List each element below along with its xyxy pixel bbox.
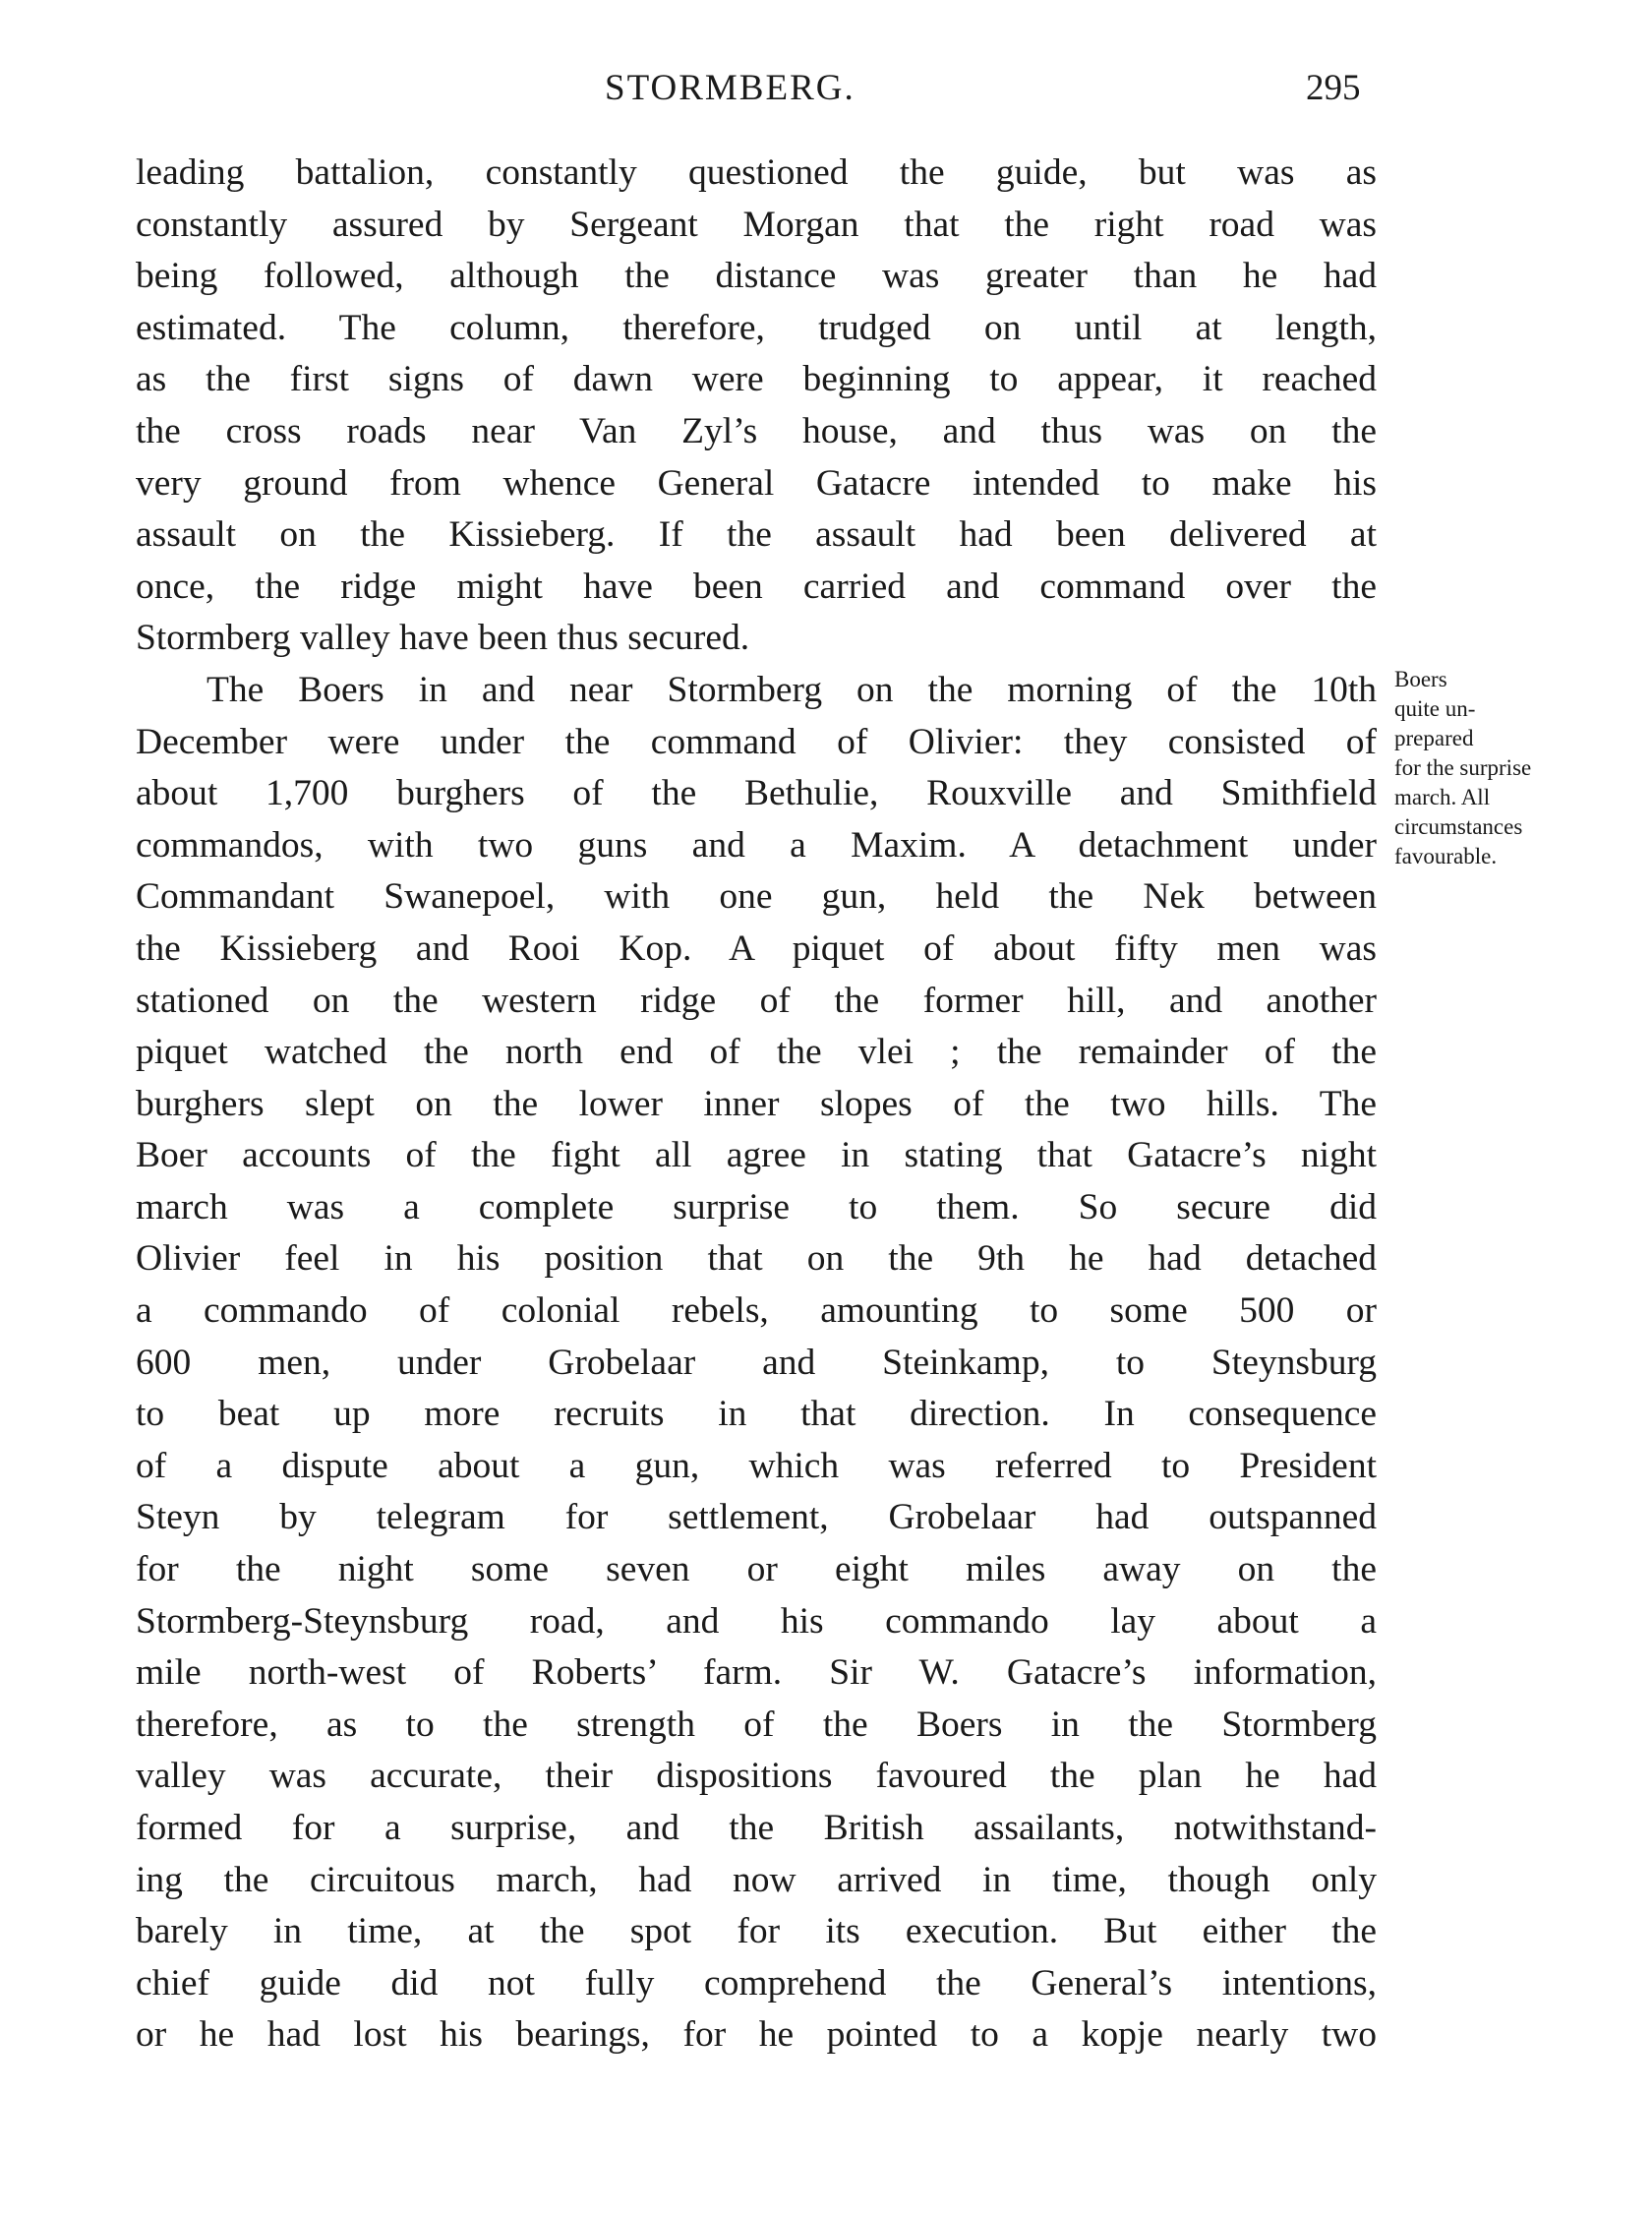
sidenote-line: Boers <box>1394 667 1447 691</box>
sidenote-line: favourable. <box>1394 844 1498 868</box>
text-line: piquet watched the north end of the vlei ; the remainder of the <box>136 1032 1377 1073</box>
text-line: the Kissieberg and Rooi Kop. A piquet of about fifty men was <box>136 927 1377 969</box>
text-line: valley was accurate, their dispositions favoured the plan he had <box>136 1756 1377 1797</box>
sidenote-line: march. All <box>1394 785 1491 809</box>
text-line: barely in time, at the spot for its execution. But either the <box>136 1911 1377 1952</box>
text-line: Steyn by telegram for settlement, Grobelaar had outspanned <box>136 1497 1377 1538</box>
text-line: being followed, although the distance was greater than he had <box>136 256 1377 297</box>
text-line: stationed on the western ridge of the former hill, and another <box>136 980 1377 1021</box>
text-line: assault on the Kissieberg. If the assault had been delivered at <box>136 514 1377 556</box>
paragraph-start-line: The Boers in and near Stormberg on the morning of the 10th <box>206 669 1377 710</box>
sidenote-line: for the surprise <box>1394 755 1532 780</box>
text-line: Stormberg-Steynsburg road, and his commando lay about a <box>136 1600 1377 1642</box>
body-text <box>136 148 1377 2062</box>
margin-sidenote <box>1394 665 1611 871</box>
text-line: Olivier feel in his position that on the 9th he had detached <box>136 1238 1377 1280</box>
text-line: to beat up more recruits in that direction. In consequence <box>136 1394 1377 1435</box>
text-line: leading battalion, constantly questioned the guide, but was as <box>136 152 1377 193</box>
running-title: STORMBERG. <box>605 68 856 108</box>
sidenote-line: prepared <box>1394 726 1474 750</box>
text-line: or he had lost his bearings, for he pointed to a kopje nearly two <box>136 2014 1377 2056</box>
page-number: 295 <box>1306 68 1361 108</box>
text-line: estimated. The column, therefore, trudged on until at length, <box>136 307 1377 348</box>
text-line: for the night some seven or eight miles away on the <box>136 1549 1377 1590</box>
text-line: once, the ridge might have been carried and command over the <box>136 566 1377 607</box>
text-line: Boer accounts of the fight all agree in stating that Gatacre’s night <box>136 1135 1377 1176</box>
text-line: as the first signs of dawn were beginning to appear, it reached <box>136 359 1377 400</box>
text-line: the cross roads near Van Zyl’s house, and thus was on the <box>136 410 1377 451</box>
text-line: burghers slept on the lower inner slopes of the two hills. The <box>136 1083 1377 1124</box>
text-line: chief guide did not fully comprehend the General’s intentions, <box>136 1962 1377 2004</box>
text-line: constantly assured by Sergeant Morgan that the right road was <box>136 204 1377 245</box>
text-line: of a dispute about a gun, which was referred to President <box>136 1445 1377 1486</box>
text-line: therefore, as to the strength of the Boers in the Stormberg <box>136 1704 1377 1745</box>
text-line: formed for a surprise, and the British assailants, notwithstand- <box>136 1808 1377 1848</box>
sidenote-line: quite un- <box>1394 696 1476 721</box>
text-line: Commandant Swanepoel, with one gun, held the Nek between <box>136 876 1377 918</box>
running-head <box>0 67 1652 116</box>
text-line: march was a complete surprise to them. So secure did <box>136 1186 1377 1227</box>
text-line: December were under the command of Olivier: they consisted of <box>136 721 1377 762</box>
text-line: mile north-west of Roberts’ farm. Sir W. Gatacre’s information, <box>136 1652 1377 1694</box>
sidenote-line: circumstances <box>1394 814 1523 839</box>
text-line: very ground from whence General Gatacre intended to make his <box>136 462 1377 504</box>
text-line: commandos, with two guns and a Maxim. A detachment under <box>136 824 1377 866</box>
text-line: a commando of colonial rebels, amounting to some 500 or <box>136 1290 1377 1332</box>
paragraph-end-line: Stormberg valley have been thus secured. <box>136 618 750 659</box>
text-line: about 1,700 burghers of the Bethulie, Rouxville and Smithfield <box>136 773 1377 814</box>
text-line: 600 men, under Grobelaar and Steinkamp, to Steynsburg <box>136 1342 1377 1383</box>
text-line: ing the circuitous march, had now arrived in time, though only <box>136 1859 1377 1900</box>
